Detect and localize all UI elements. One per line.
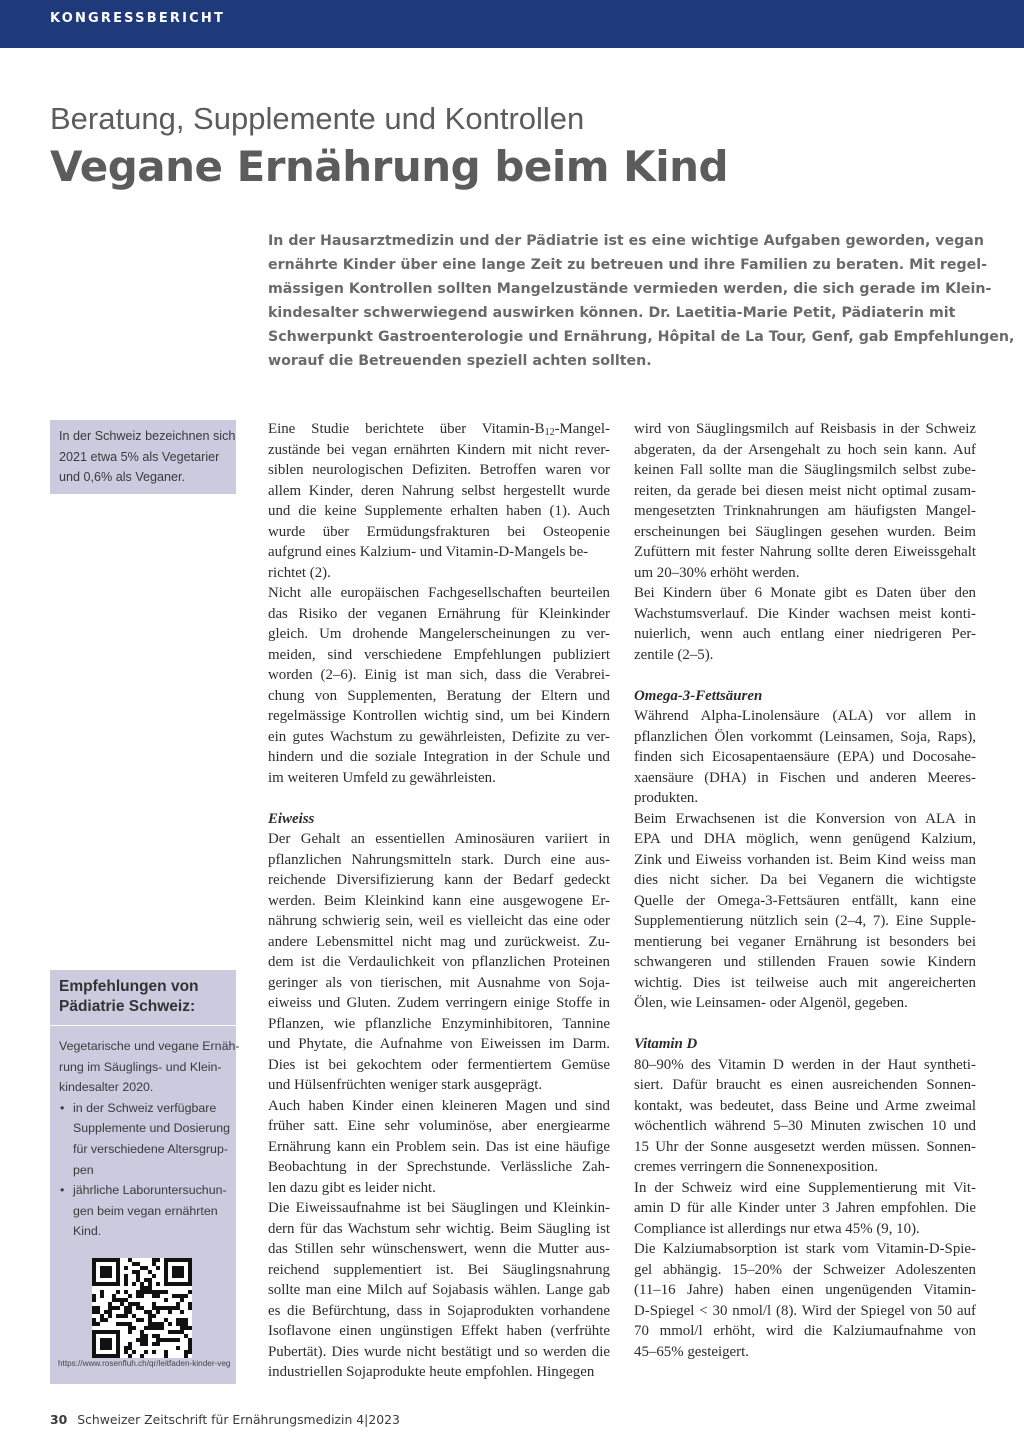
section-label: KONGRESSBERICHT — [50, 11, 226, 26]
body-line: Ölen, wie Leinsamen- oder Algenöl, gegeben. — [634, 995, 908, 1011]
body-line: allem Kinder, deren Nahrung selbst hergestellt wurde — [268, 482, 610, 499]
text-segment: -Mangel- — [554, 421, 610, 437]
body-line: industriellen Sojaprodukte heute empfohlen. Hingegen — [268, 1364, 595, 1380]
body-column-2 — [634, 419, 976, 1362]
body-line: regelmässige Kontrollen wichtig sind, um bei Kindern — [268, 708, 610, 724]
body-line: hindern und die soziale Integration in der Schule und — [268, 749, 610, 765]
body-line: xaensäure (DHA) in Fischen und anderen Meeres- — [634, 769, 976, 786]
body-line: 80–90% des Vitamin D werden in der Haut syntheti- — [634, 1056, 976, 1073]
article-kicker: Beratung, Supplemente und Kontrollen — [50, 101, 585, 136]
body-line: finden sich Eicosapentaensäure (EPA) und Docosahe- — [634, 749, 976, 765]
body-line: reichende Diversifizierung kann der Bedarf gedeckt — [268, 872, 610, 888]
bullet-line: für verschiedene Altersgrup- — [73, 1141, 228, 1156]
lead-line: In der Hausarztmedizin und der Pädiatrie ist es eine wichtige Aufgaben geworden, vegan — [268, 233, 984, 249]
recommendation-bullet — [59, 1098, 231, 1180]
body-line: erscheinungen bei Säuglingen gesehen wurden. Beim — [634, 523, 976, 540]
body-line: 15 Uhr der Sonne ausgesetzt werden müssen. Sonnen- — [634, 1138, 976, 1155]
section-heading-omega3: Omega-3-Fettsäuren — [634, 687, 763, 704]
body-line: len dazu gibt es leider nicht. — [268, 1179, 436, 1196]
lead-line: worauf die Betreuenden speziell achten sollten. — [268, 353, 652, 370]
body-line: wurde über Ermüdungsfrakturen bei Osteopenie — [268, 523, 610, 540]
body-paragraphs — [268, 829, 610, 1383]
recommendations-title-line: Pädiatrie Schweiz: — [59, 998, 196, 1015]
body-line: produkten. — [634, 790, 699, 806]
body-line: gel abhängig. 15–20% der Schweizer Adoleszenten — [634, 1261, 976, 1278]
article-lead — [268, 229, 1015, 374]
body-line: aufgrund eines Kalzium- und Vitamin-D-Mangels be- — [268, 544, 589, 560]
body-line: nährung schwierig sein, weil es vielleicht das eine oder — [268, 913, 610, 929]
paragraph-gap — [268, 788, 610, 809]
body-line: früher satt. Eine sehr voluminöse, aber energiearme — [268, 1118, 610, 1134]
qr-code-url[interactable]: https://www.rosenfluh.ch/qr/leitfaden-kinder-veg — [58, 1359, 231, 1368]
recommendations-intro-line: rung im Säuglings- und Klein- — [59, 1059, 222, 1074]
text-segment: Eine Studie berichtete über Vitamin-B — [268, 421, 545, 437]
body-line: im weiteren Umfeld zu gewährleisten. — [268, 769, 496, 786]
body-line: Zufüttern mit fester Nahrung sollte deren Eiweissgehalt — [634, 544, 976, 560]
body-line: und Hülsenfrüchten weniger stark ausgeprägt. — [268, 1077, 543, 1093]
body-line: ein gutes Wachstum zu gewährleisten, Defizite zu ver- — [268, 728, 610, 745]
body-line: gleich. Um drohende Mangelerscheinungen zu ver- — [268, 626, 610, 642]
body-line: Ernährung kann ein Problem sein. Das ist eine häufige — [268, 1138, 610, 1155]
body-line: sollte man eine Milch auf Sojabasis wählen. Lange gab — [268, 1282, 610, 1298]
body-line: Der Gehalt an essentiellen Aminosäuren variiert in — [268, 831, 610, 847]
body-line: mentierung bei veganer Ernährung ist besonders bei — [634, 933, 976, 950]
stat-line: In der Schweiz bezeichnen sich — [59, 429, 236, 443]
body-line: Beobachtung in der Sprechstunde. Verlässliche Zah- — [268, 1159, 610, 1175]
body-line: Pubertät). Dies wurde nicht bestätigt und so werden die — [268, 1343, 610, 1360]
body-line: cremes verringern die Sonnenexposition. — [634, 1159, 878, 1175]
body-line — [268, 419, 610, 440]
body-line: wird von Säuglingsmilch auf Reisbasis in der Schweiz — [634, 421, 976, 437]
body-line: zentile (2–5). — [634, 646, 714, 663]
lead-line: kindesalter schwerwiegend auswirken können. Dr. Laetitia-Marie Petit, Pädiaterin mit — [268, 305, 956, 322]
bullet-icon: • — [60, 1100, 65, 1115]
body-line: siblen neurologischen Defiziten. Betroffen waren vor — [268, 462, 610, 478]
recommendations-intro-line: kindesalter 2020. — [59, 1080, 154, 1095]
body-line: Isoflavone einen ungünstigen Effekt haben (verfrühte — [268, 1323, 610, 1339]
body-paragraphs — [634, 706, 976, 1014]
stat-info-box — [50, 420, 236, 494]
recommendations-body — [50, 1026, 240, 1242]
body-line: meiden, sind verschiedene Empfehlungen publiziert — [268, 646, 610, 663]
body-line: abgeraten, da der Arsengehalt zu hoch sein kann. Auf — [634, 441, 976, 458]
bullet-line: Kind. — [73, 1224, 102, 1239]
body-line: reichend supplementiert ist. Bei Säuglingsnahrung — [268, 1261, 610, 1278]
body-line: (11–16 Jahre) haben einen ungenügenden Vitamin- — [634, 1282, 976, 1298]
body-line: geringer als von tierischen, mit Ausnahme von Soja- — [268, 974, 610, 991]
body-line: Dies ist bei gekochtem oder fermentiertem Gemüse — [268, 1056, 610, 1073]
recommendations-box — [50, 970, 240, 1384]
body-line: wöchentlich während 5–30 Minuten zwischen 10 und — [634, 1118, 976, 1134]
body-line: das Risiko der veganen Ernährung für Kleinkinder — [268, 605, 610, 622]
paragraph-gap — [634, 1014, 976, 1035]
body-line: pflanzlichen Ölen vorkommt (Leinsamen, Soja, Raps), — [634, 728, 976, 745]
body-line: chung von Supplementen, Beratung der Eltern und — [268, 687, 610, 704]
recommendations-intro-line: Vegetarische und vegane Ernäh- — [59, 1039, 240, 1053]
body-line: Die Kalziumabsorption ist stark vom Vitamin-D-Spie- — [634, 1241, 976, 1257]
body-line: kontakt, was bedeutet, dass Beine und Arme zweimal — [634, 1097, 976, 1114]
stat-line: 2021 etwa 5% als Vegetarier — [59, 449, 220, 464]
body-line: EPA und DHA möglich, wenn genügend Kalzium, — [634, 831, 976, 847]
body-line: D-Spiegel < 30 nmol/l (8). Wird der Spiegel von 50 auf — [634, 1302, 976, 1319]
paragraph-gap — [634, 665, 976, 686]
body-line: keinen Fall sollte man die Säuglingsmilch selbst zube- — [634, 462, 976, 478]
bullet-line: pen — [73, 1162, 94, 1177]
bullet-line: Supplemente und Dosierung — [73, 1121, 231, 1136]
body-line: Die Eiweissaufnahme ist bei Säuglingen und Kleinkin- — [268, 1200, 610, 1216]
body-line: siert. Dafür braucht es einen ausreichenden Sonnen- — [634, 1077, 976, 1093]
body-line: um 20–30% erhöht werden. — [634, 564, 800, 581]
body-line: Quelle der Omega-3-Fettsäuren entfällt, kann eine — [634, 892, 976, 909]
body-line: andere Lebensmittel nicht mag und zurückweist. Zu- — [268, 933, 610, 950]
lead-line: mässigen Kontrollen sollten Mangelzustände vermieden werden, die sich gerade im Klein- — [268, 281, 992, 298]
body-line: wichtig. Dies ist teilweise auch mit angereicherten — [634, 974, 976, 991]
body-line: und Phytate, die Aufnahme von Eiweissen im Darm. — [268, 1036, 610, 1052]
body-line: dies nicht sicher. Da bei Veganern die wichtigste — [634, 872, 976, 888]
subscript: 12 — [544, 427, 555, 438]
bullet-line: gen beim vegan ernährten — [73, 1203, 218, 1218]
body-paragraphs — [634, 1055, 976, 1363]
body-line: amin D für alle Kinder unter 3 Jahren empfohlen. Die — [634, 1200, 976, 1216]
lead-line: ernährte Kinder über eine lange Zeit zu betreuen und ihre Familien zu beraten. Mit regel- — [268, 257, 987, 274]
body-line: zustände bei vegan ernährten Kindern mit nicht rever- — [268, 441, 610, 458]
body-line: reiten, da gerade bei diesen meist nicht optimal zusam- — [634, 482, 976, 499]
body-paragraphs — [268, 440, 610, 789]
section-heading-vitamin-d: Vitamin D — [634, 1036, 698, 1052]
page-number: 30 — [50, 1412, 68, 1427]
body-paragraphs — [634, 419, 976, 665]
body-line: Nicht alle europäischen Fachgesellschaften beurteilen — [268, 585, 610, 601]
body-line: Beim Erwachsenen ist die Konversion von ALA in — [634, 810, 976, 827]
recommendations-title — [50, 970, 236, 1026]
body-line: und die keine Supplemente erhalten haben (1). Auch — [268, 503, 610, 519]
body-line: dern für das Wachstum sehr wichtig. Beim Säugling ist — [268, 1220, 610, 1237]
bullet-line: jährliche Laboruntersuchun- — [73, 1183, 227, 1198]
stat-line: und 0,6% als Veganer. — [59, 470, 186, 484]
body-line: Pflanzen, wie pflanzliche Enzyminhibitoren, Tannine — [268, 1015, 610, 1032]
body-line: worden (2–6). Einig ist man sich, dass die Verabrei- — [268, 667, 610, 683]
recommendations-title-line: Empfehlungen von — [59, 978, 199, 995]
section-heading-eiweiss: Eiweiss — [268, 810, 315, 827]
journal-name: Schweizer Zeitschrift für Ernährungsmedizin 4|2023 — [77, 1412, 400, 1427]
body-line: dem ist die Verdaulichkeit von pflanzlichen Proteinen — [268, 954, 610, 970]
recommendation-bullet — [59, 1180, 227, 1242]
page-footer — [50, 1412, 400, 1427]
body-line: Compliance ist allerdings nur etwa 45% (9, 10). — [634, 1220, 920, 1237]
section-header-bar — [0, 0, 1024, 48]
body-line: Während Alpha-Linolensäure (ALA) vor allem in — [634, 708, 976, 724]
body-line: Auch haben Kinder einen kleineren Magen und sind — [268, 1097, 610, 1114]
body-line: eiweiss und Gluten. Zudem verringern einige Stoffe in — [268, 995, 610, 1011]
body-line: 70 mmol/l erhöht, wird die Kalziumaufnahme von — [634, 1323, 976, 1339]
bullet-line: in der Schweiz verfügbare — [73, 1100, 217, 1115]
article-title: Vegane Ernährung beim Kind — [50, 142, 729, 191]
bullet-icon: • — [60, 1183, 65, 1198]
body-line: In der Schweiz wird eine Supplementierung mit Vit- — [634, 1179, 976, 1196]
body-line: 45–65% gesteigert. — [634, 1343, 749, 1360]
qr-code[interactable] — [92, 1258, 192, 1358]
body-line: Zink und Eiweiss vorhanden ist. Beim Kind weiss man — [634, 851, 976, 868]
body-line: schwangeren und stillenden Frauen sowie Kindern — [634, 954, 976, 970]
body-line: werden. Beim Kleinkind kann eine ausgewogene Er- — [268, 892, 610, 909]
body-line: Bei Kindern über 6 Monate gibt es Daten über den — [634, 585, 976, 601]
body-line: mengesetzten Trinknahrungen am häufigsten Mangel- — [634, 503, 976, 519]
lead-line: Schwerpunkt Gastroenterologie und Ernährung, Hôpital de La Tour, Genf, gab Empfehlungen, — [268, 329, 1015, 346]
body-line: es die Befürchtung, dass in Sojaprodukten vorhandene — [268, 1302, 610, 1319]
body-line: das Stillen sehr wünschenswert, wenn die Mutter aus- — [268, 1241, 610, 1257]
body-line: pflanzlichen Nahrungsmitteln stark. Durch eine aus- — [268, 851, 610, 868]
body-line: nuierlich, wenn auch entlang einer niedrigeren Per- — [634, 626, 976, 642]
body-line: Supplementierung nützlich sein (2–4, 7). Eine Supple- — [634, 913, 976, 929]
body-line: richtet (2). — [268, 564, 331, 581]
body-column-1 — [268, 419, 610, 1383]
body-line: Wachstumsverlauf. Die Kinder wachsen meist konti- — [634, 605, 976, 622]
qr-code-icon — [92, 1258, 192, 1358]
